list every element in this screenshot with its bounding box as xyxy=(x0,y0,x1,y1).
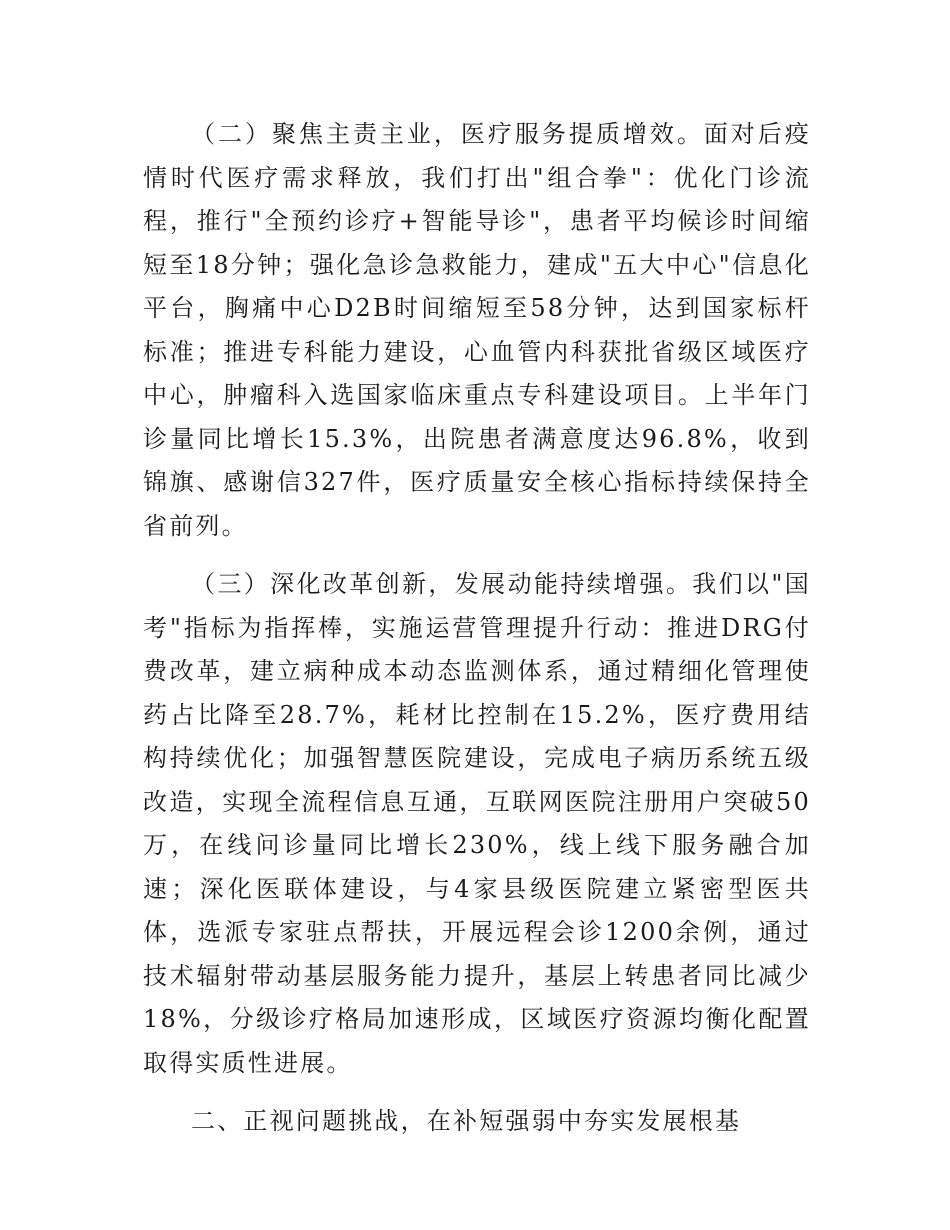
paragraph-reform-innovation: （三）深化改革创新，发展动能持续增强。我们以"国考"指标为指挥棒，实施运营管理提升行动：推进DRG付费改革，建立病种成本动态监测体系，通过精细化管理使药占比降至28.7%，耗材比控制在15.2%，医疗费用结构持续优化；加强智慧医院建设，完成电子病历系统五级改造，实现全流程信息互通，互联网医院注册用户突破50万，在线问诊量同比增长230%，线上线下服务融合加速；深化医联体建设，与4家县级医院建立紧密型医共体，选派专家驻点帮扶，开展远程会诊1200余例，通过技术辐射带动基层服务能力提升，基层上转患者同比减少18%，分级诊疗格局加速形成，区域医疗资源均衡化配置取得实质性进展。 xyxy=(143,570,811,1077)
paragraph-medical-services: （二）聚焦主责主业，医疗服务提质增效。面对后疫情时代医疗需求释放，我们打出"组合拳"：优化门诊流程，推行"全预约诊疗+智能导诊"，患者平均候诊时间缩短至18分钟；强化急诊急救能力，建成"五大中心"信息化平台，胸痛中心D2B时间缩短至58分钟，达到国家标杆标准；推进专科能力建设，心血管内科获批省级区域医疗中心，肿瘤科入选国家临床重点专科建设项目。上半年门诊量同比增长15.3%，出院患者满意度达96.8%，收到锦旗、感谢信327件，医疗质量安全核心指标持续保持全省前列。 xyxy=(143,120,811,540)
section-heading: 二、正视问题挑战，在补短强弱中夯实发展根基 xyxy=(191,1107,742,1135)
document-body xyxy=(143,113,811,1144)
